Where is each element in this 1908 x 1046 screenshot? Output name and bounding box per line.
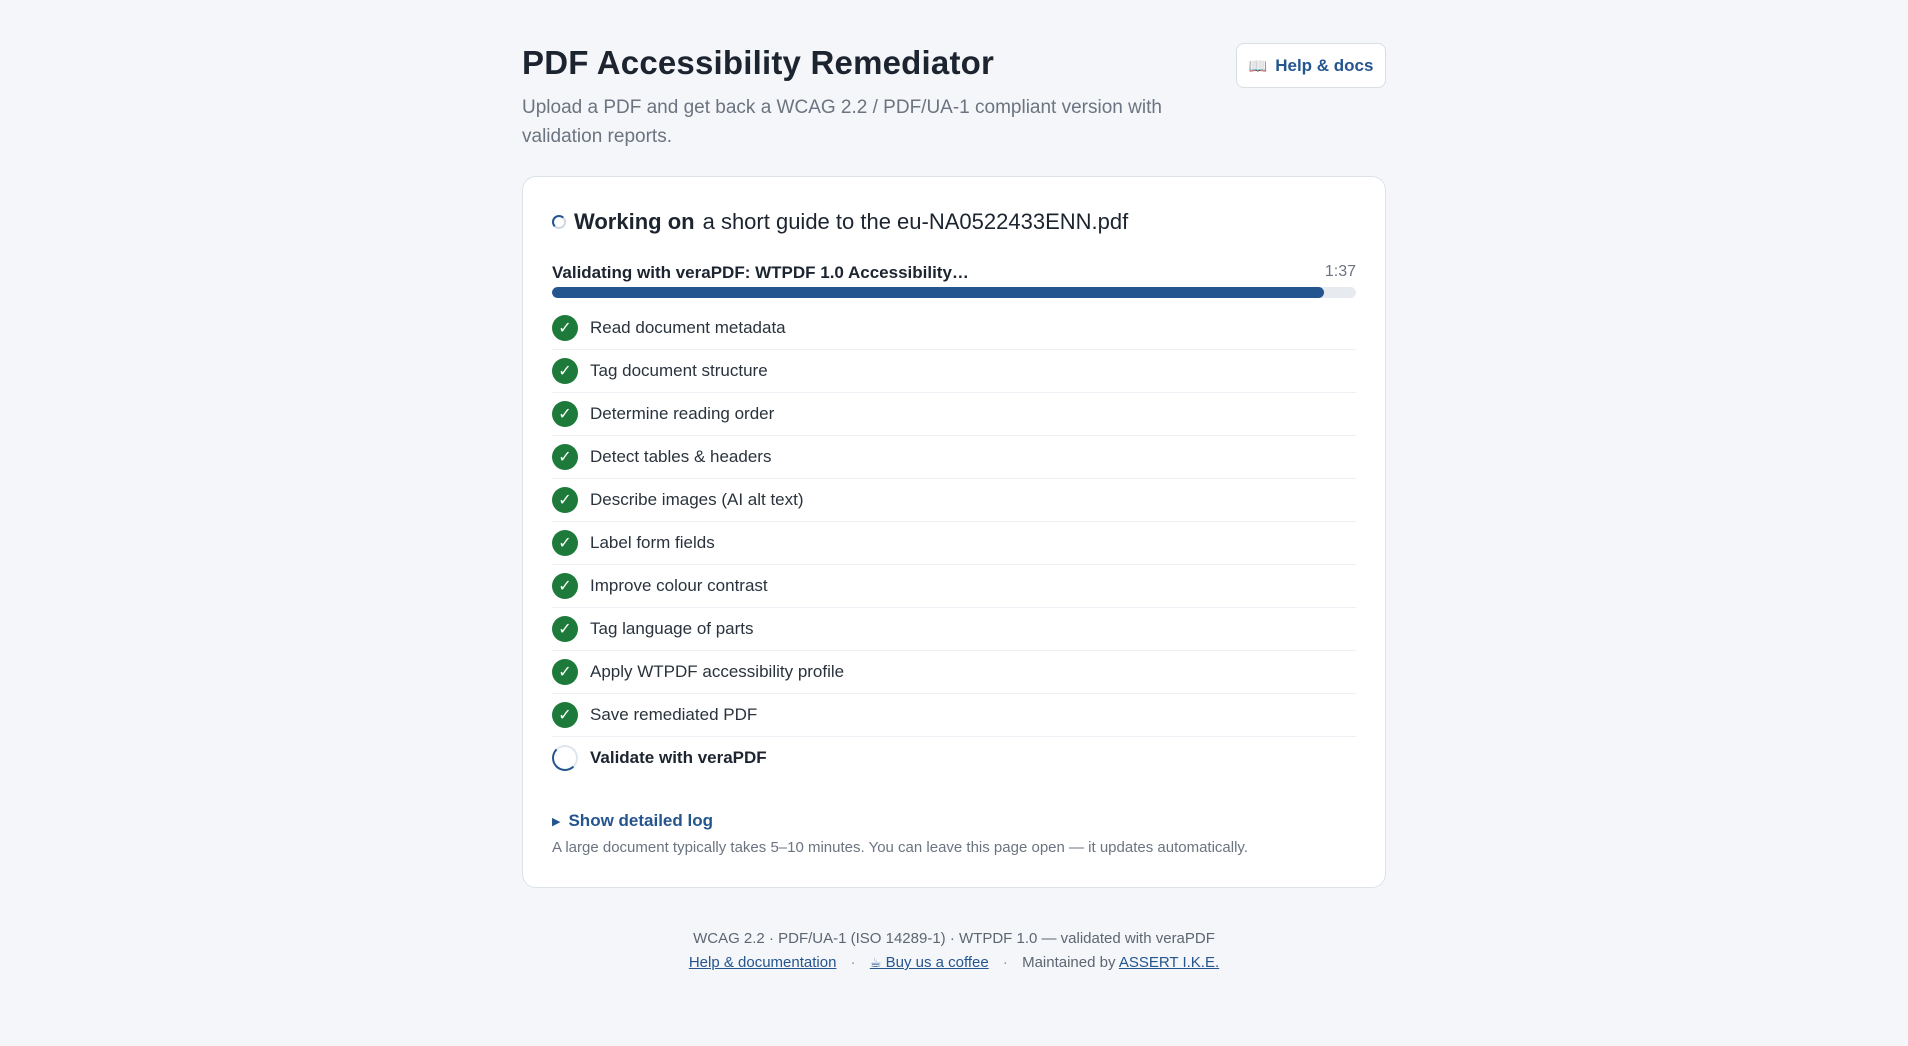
check-circle-icon: ✓ [552,487,578,513]
job-heading [552,209,1128,235]
step-item [552,350,1356,393]
check-circle-icon: ✓ [552,315,578,341]
step-item [552,436,1356,479]
header [522,0,1386,176]
progress-bar-fill [552,287,1324,298]
check-circle-icon: ✓ [552,530,578,556]
step-label: Validate with veraPDF [590,748,767,767]
step-label: Save remediated PDF [590,705,758,724]
page-subtitle: Upload a PDF and get back a WCAG 2.2 / PDF/UA-1 compliant version with validation reports. [522,97,1162,147]
standards-line: WCAG 2.2 · PDF/UA-1 (ISO 14289-1) · WTPDF 1.0 — validated with veraPDF [693,930,1215,947]
help-docs-label: Help & docs [1275,55,1374,75]
footer [522,927,1386,975]
step-item [552,565,1356,608]
step-label: Improve colour contrast [590,576,768,595]
check-circle-icon: ✓ [552,573,578,599]
maintained-by-text: Maintained by [1022,954,1116,971]
help-docs-button[interactable] [1236,43,1386,88]
step-item [552,307,1356,350]
step-label: Tag document structure [590,361,768,380]
buy-coffee-label: Buy us a coffee [885,954,989,971]
duration-note: A large document typically takes 5–10 minutes. You can leave this page open — it updates automatically. [552,839,1248,856]
step-label: Read document metadata [590,318,786,337]
elapsed-time: 1:37 [1324,263,1356,280]
triangle-right-icon: ▶ [552,815,561,828]
page-title: PDF Accessibility Remediator [522,44,995,81]
show-log-label: Show detailed log [568,811,713,830]
step-label: Apply WTPDF accessibility profile [590,662,845,681]
separator: · [1002,954,1008,971]
spinner-icon [552,745,578,771]
step-item [552,737,1356,779]
buy-coffee-link[interactable] [870,954,989,971]
show-log-toggle[interactable] [552,811,713,831]
step-item [552,522,1356,565]
footer-links [522,951,1386,975]
status-row [552,263,1356,283]
maintainer-link[interactable]: ASSERT I.K.E. [1118,954,1220,971]
step-item [552,651,1356,694]
step-label: Tag language of parts [590,619,754,638]
working-label: Working on [574,209,695,234]
page [522,0,1386,971]
book-icon: 📖 [1248,57,1268,75]
separator: · [850,954,856,971]
check-circle-icon: ✓ [552,702,578,728]
check-circle-icon: ✓ [552,659,578,685]
step-label: Detect tables & headers [590,447,772,466]
check-circle-icon: ✓ [552,401,578,427]
check-circle-icon: ✓ [552,616,578,642]
check-circle-icon: ✓ [552,444,578,470]
status-text: Validating with veraPDF: WTPDF 1.0 Accessibility… [552,263,969,282]
progress-card [522,176,1386,888]
step-label: Determine reading order [590,404,775,423]
step-label: Label form fields [590,533,715,552]
step-item [552,393,1356,436]
spinner-icon [552,215,566,229]
coffee-icon: ☕ [869,955,882,970]
help-documentation-link[interactable]: Help & documentation [688,954,837,971]
file-name: a short guide to the eu-NA0522433ENN.pdf [702,209,1129,234]
step-label: Describe images (AI alt text) [590,490,804,509]
step-item [552,694,1356,737]
step-list [552,307,1356,779]
step-item [552,608,1356,651]
progress-bar [552,287,1356,298]
check-circle-icon: ✓ [552,358,578,384]
step-item [552,479,1356,522]
